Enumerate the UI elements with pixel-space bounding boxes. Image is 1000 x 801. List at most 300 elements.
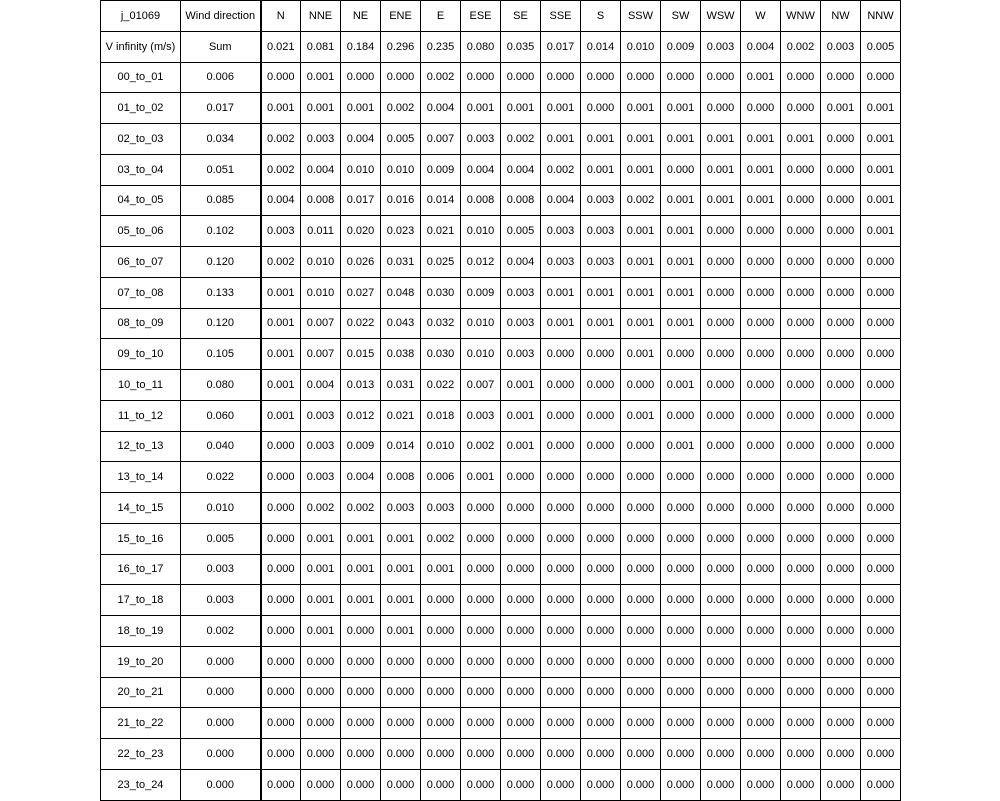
frequency-cell: 0.000 [541, 769, 581, 800]
frequency-cell: 0.000 [541, 493, 581, 524]
frequency-cell: 0.000 [541, 739, 581, 770]
frequency-cell: 0.000 [781, 677, 821, 708]
frequency-cell: 0.000 [541, 523, 581, 554]
frequency-cell: 0.000 [381, 62, 421, 93]
frequency-cell: 0.000 [821, 431, 861, 462]
speed-bin-label: 04_to_05 [101, 185, 181, 216]
frequency-cell: 0.018 [421, 400, 461, 431]
frequency-cell: 0.003 [541, 216, 581, 247]
speed-bin-label: 13_to_14 [101, 462, 181, 493]
frequency-cell: 0.000 [581, 431, 621, 462]
frequency-cell: 0.000 [741, 554, 781, 585]
frequency-cell: 0.001 [581, 277, 621, 308]
frequency-cell: 0.000 [861, 277, 901, 308]
frequency-cell: 0.008 [501, 185, 541, 216]
frequency-cell: 0.000 [581, 493, 621, 524]
frequency-cell: 0.001 [821, 93, 861, 124]
frequency-cell: 0.001 [741, 154, 781, 185]
frequency-cell: 0.000 [261, 739, 301, 770]
frequency-cell: 0.000 [461, 677, 501, 708]
frequency-cell: 0.016 [381, 185, 421, 216]
frequency-cell: 0.000 [621, 646, 661, 677]
frequency-cell: 0.003 [301, 462, 341, 493]
frequency-cell: 0.000 [261, 62, 301, 93]
frequency-cell: 0.000 [501, 462, 541, 493]
frequency-cell: 0.001 [381, 616, 421, 647]
frequency-cell: 0.007 [301, 339, 341, 370]
frequency-cell: 0.009 [461, 277, 501, 308]
frequency-cell: 0.001 [381, 554, 421, 585]
frequency-cell: 0.048 [381, 277, 421, 308]
frequency-cell: 0.000 [741, 247, 781, 278]
frequency-cell: 0.000 [821, 247, 861, 278]
frequency-cell: 0.003 [541, 247, 581, 278]
table-row [101, 431, 901, 462]
frequency-cell: 0.001 [341, 93, 381, 124]
frequency-cell: 0.000 [541, 616, 581, 647]
frequency-cell: 0.000 [741, 739, 781, 770]
frequency-cell: 0.000 [501, 708, 541, 739]
frequency-cell: 0.000 [501, 554, 541, 585]
direction-header-n: N [261, 1, 301, 32]
frequency-cell: 0.000 [701, 646, 741, 677]
frequency-cell: 0.001 [341, 585, 381, 616]
frequency-cell: 0.000 [381, 646, 421, 677]
frequency-cell: 0.000 [781, 554, 821, 585]
frequency-cell: 0.000 [661, 677, 701, 708]
table-row [101, 677, 901, 708]
row-sum-cell: 0.080 [181, 370, 261, 401]
frequency-cell: 0.001 [581, 308, 621, 339]
frequency-cell: 0.000 [461, 523, 501, 554]
frequency-cell: 0.000 [821, 493, 861, 524]
frequency-cell: 0.001 [861, 185, 901, 216]
frequency-cell: 0.000 [581, 677, 621, 708]
frequency-cell: 0.001 [461, 462, 501, 493]
frequency-cell: 0.000 [821, 400, 861, 431]
frequency-cell: 0.000 [581, 769, 621, 800]
frequency-cell: 0.001 [861, 93, 901, 124]
direction-sum-cell: 0.014 [581, 31, 621, 62]
frequency-cell: 0.003 [501, 339, 541, 370]
frequency-cell: 0.001 [381, 585, 421, 616]
table-row [101, 185, 901, 216]
frequency-cell: 0.000 [421, 585, 461, 616]
direction-sum-cell: 0.080 [461, 31, 501, 62]
frequency-cell: 0.000 [581, 462, 621, 493]
frequency-cell: 0.000 [741, 646, 781, 677]
sum-row [101, 31, 901, 62]
table-id-cell: j_01069 [101, 1, 181, 32]
frequency-cell: 0.000 [501, 523, 541, 554]
frequency-cell: 0.000 [661, 554, 701, 585]
frequency-cell: 0.000 [781, 523, 821, 554]
frequency-cell: 0.000 [261, 708, 301, 739]
frequency-cell: 0.000 [421, 769, 461, 800]
frequency-cell: 0.000 [621, 739, 661, 770]
frequency-cell: 0.000 [581, 708, 621, 739]
frequency-cell: 0.003 [461, 400, 501, 431]
frequency-cell: 0.000 [741, 400, 781, 431]
frequency-cell: 0.000 [861, 62, 901, 93]
frequency-cell: 0.000 [621, 370, 661, 401]
direction-header-wsw: WSW [701, 1, 741, 32]
frequency-cell: 0.005 [501, 216, 541, 247]
frequency-cell: 0.000 [821, 277, 861, 308]
frequency-cell: 0.000 [701, 370, 741, 401]
frequency-cell: 0.014 [381, 431, 421, 462]
frequency-cell: 0.001 [621, 216, 661, 247]
frequency-cell: 0.000 [821, 62, 861, 93]
direction-header-ne: NE [341, 1, 381, 32]
frequency-cell: 0.000 [501, 493, 541, 524]
frequency-cell: 0.001 [541, 93, 581, 124]
direction-sum-cell: 0.081 [301, 31, 341, 62]
table-row [101, 216, 901, 247]
frequency-cell: 0.003 [381, 493, 421, 524]
frequency-cell: 0.000 [701, 93, 741, 124]
speed-bin-label: 12_to_13 [101, 431, 181, 462]
frequency-cell: 0.001 [261, 93, 301, 124]
frequency-cell: 0.000 [781, 739, 821, 770]
frequency-cell: 0.022 [341, 308, 381, 339]
frequency-cell: 0.000 [541, 646, 581, 677]
frequency-cell: 0.008 [301, 185, 341, 216]
frequency-cell: 0.031 [381, 370, 421, 401]
frequency-cell: 0.000 [461, 585, 501, 616]
direction-header-se: SE [501, 1, 541, 32]
frequency-cell: 0.000 [261, 677, 301, 708]
frequency-cell: 0.001 [341, 523, 381, 554]
frequency-cell: 0.001 [661, 370, 701, 401]
frequency-cell: 0.001 [661, 308, 701, 339]
frequency-cell: 0.000 [741, 708, 781, 739]
row-sum-cell: 0.022 [181, 462, 261, 493]
frequency-cell: 0.000 [861, 677, 901, 708]
frequency-cell: 0.000 [661, 769, 701, 800]
speed-bin-label: 14_to_15 [101, 493, 181, 524]
direction-header-ese: ESE [461, 1, 501, 32]
frequency-cell: 0.001 [661, 431, 701, 462]
row-sum-cell: 0.102 [181, 216, 261, 247]
frequency-cell: 0.000 [501, 769, 541, 800]
frequency-cell: 0.021 [381, 400, 421, 431]
frequency-cell: 0.000 [661, 62, 701, 93]
frequency-cell: 0.000 [861, 431, 901, 462]
frequency-cell: 0.000 [701, 400, 741, 431]
frequency-cell: 0.000 [701, 616, 741, 647]
frequency-cell: 0.000 [501, 677, 541, 708]
frequency-cell: 0.000 [861, 308, 901, 339]
frequency-cell: 0.000 [701, 247, 741, 278]
frequency-cell: 0.001 [701, 124, 741, 155]
frequency-cell: 0.001 [781, 124, 821, 155]
row-sum-cell: 0.006 [181, 62, 261, 93]
frequency-cell: 0.023 [381, 216, 421, 247]
frequency-cell: 0.000 [701, 554, 741, 585]
frequency-cell: 0.000 [821, 616, 861, 647]
direction-sum-cell: 0.009 [661, 31, 701, 62]
frequency-cell: 0.000 [341, 62, 381, 93]
frequency-cell: 0.017 [341, 185, 381, 216]
table-row [101, 339, 901, 370]
frequency-cell: 0.003 [301, 400, 341, 431]
frequency-cell: 0.002 [621, 185, 661, 216]
speed-bin-label: 11_to_12 [101, 400, 181, 431]
speed-bin-label: 23_to_24 [101, 769, 181, 800]
row-sum-cell: 0.085 [181, 185, 261, 216]
frequency-cell: 0.000 [621, 523, 661, 554]
row-sum-cell: 0.105 [181, 339, 261, 370]
frequency-cell: 0.000 [541, 370, 581, 401]
frequency-cell: 0.001 [501, 431, 541, 462]
frequency-cell: 0.000 [701, 431, 741, 462]
frequency-cell: 0.000 [781, 62, 821, 93]
frequency-cell: 0.000 [461, 493, 501, 524]
table-row [101, 124, 901, 155]
frequency-cell: 0.000 [861, 769, 901, 800]
table-row [101, 247, 901, 278]
frequency-cell: 0.003 [421, 493, 461, 524]
frequency-cell: 0.000 [781, 185, 821, 216]
direction-sum-cell: 0.017 [541, 31, 581, 62]
frequency-cell: 0.000 [701, 739, 741, 770]
frequency-cell: 0.001 [621, 124, 661, 155]
direction-header-ssw: SSW [621, 1, 661, 32]
table-row [101, 277, 901, 308]
frequency-cell: 0.012 [461, 247, 501, 278]
frequency-cell: 0.004 [301, 370, 341, 401]
frequency-cell: 0.000 [861, 462, 901, 493]
frequency-cell: 0.000 [741, 462, 781, 493]
direction-header-cell: Wind direction [181, 1, 261, 32]
frequency-cell: 0.000 [781, 616, 821, 647]
frequency-cell: 0.000 [701, 769, 741, 800]
frequency-cell: 0.000 [741, 523, 781, 554]
frequency-cell: 0.004 [501, 247, 541, 278]
frequency-cell: 0.010 [461, 216, 501, 247]
frequency-cell: 0.000 [461, 708, 501, 739]
frequency-cell: 0.008 [461, 185, 501, 216]
table-row [101, 62, 901, 93]
frequency-cell: 0.000 [541, 462, 581, 493]
frequency-cell: 0.000 [381, 739, 421, 770]
frequency-cell: 0.002 [381, 93, 421, 124]
frequency-cell: 0.000 [661, 339, 701, 370]
frequency-cell: 0.000 [861, 339, 901, 370]
frequency-cell: 0.001 [581, 124, 621, 155]
frequency-cell: 0.000 [701, 677, 741, 708]
direction-header-s: S [581, 1, 621, 32]
frequency-cell: 0.012 [341, 400, 381, 431]
frequency-cell: 0.000 [781, 493, 821, 524]
frequency-cell: 0.000 [781, 277, 821, 308]
frequency-cell: 0.027 [341, 277, 381, 308]
speed-bin-label: 01_to_02 [101, 93, 181, 124]
frequency-cell: 0.000 [621, 462, 661, 493]
frequency-cell: 0.000 [661, 708, 701, 739]
frequency-cell: 0.000 [581, 62, 621, 93]
frequency-cell: 0.000 [781, 370, 821, 401]
frequency-cell: 0.020 [341, 216, 381, 247]
frequency-cell: 0.002 [341, 493, 381, 524]
frequency-cell: 0.000 [781, 462, 821, 493]
frequency-cell: 0.000 [421, 646, 461, 677]
frequency-cell: 0.038 [381, 339, 421, 370]
table-row [101, 370, 901, 401]
frequency-cell: 0.000 [741, 431, 781, 462]
table-row [101, 154, 901, 185]
frequency-cell: 0.001 [621, 277, 661, 308]
frequency-cell: 0.000 [501, 616, 541, 647]
frequency-cell: 0.000 [621, 616, 661, 647]
direction-sum-cell: 0.002 [781, 31, 821, 62]
frequency-cell: 0.000 [621, 677, 661, 708]
frequency-cell: 0.001 [261, 339, 301, 370]
frequency-cell: 0.000 [821, 462, 861, 493]
frequency-cell: 0.000 [341, 708, 381, 739]
frequency-cell: 0.001 [301, 585, 341, 616]
row-sum-cell: 0.060 [181, 400, 261, 431]
direction-sum-cell: 0.235 [421, 31, 461, 62]
frequency-cell: 0.001 [661, 93, 701, 124]
frequency-cell: 0.000 [861, 739, 901, 770]
frequency-cell: 0.000 [661, 739, 701, 770]
frequency-cell: 0.000 [581, 616, 621, 647]
frequency-cell: 0.001 [861, 154, 901, 185]
frequency-cell: 0.000 [421, 616, 461, 647]
frequency-cell: 0.000 [781, 216, 821, 247]
frequency-cell: 0.000 [781, 339, 821, 370]
frequency-cell: 0.000 [341, 769, 381, 800]
row-sum-cell: 0.000 [181, 769, 261, 800]
frequency-cell: 0.000 [741, 216, 781, 247]
frequency-cell: 0.000 [461, 62, 501, 93]
frequency-cell: 0.001 [861, 124, 901, 155]
frequency-cell: 0.000 [381, 708, 421, 739]
frequency-cell: 0.002 [421, 62, 461, 93]
frequency-cell: 0.000 [581, 739, 621, 770]
frequency-cell: 0.000 [701, 462, 741, 493]
direction-header-sw: SW [661, 1, 701, 32]
speed-bin-label: 20_to_21 [101, 677, 181, 708]
frequency-cell: 0.001 [301, 523, 341, 554]
direction-header-wnw: WNW [781, 1, 821, 32]
frequency-cell: 0.001 [501, 370, 541, 401]
table-row [101, 462, 901, 493]
table-row [101, 616, 901, 647]
frequency-cell: 0.007 [301, 308, 341, 339]
frequency-cell: 0.007 [461, 370, 501, 401]
velocity-header-cell: V infinity (m/s) [101, 31, 181, 62]
frequency-cell: 0.000 [861, 493, 901, 524]
speed-bin-label: 00_to_01 [101, 62, 181, 93]
frequency-cell: 0.001 [541, 124, 581, 155]
frequency-cell: 0.003 [581, 247, 621, 278]
speed-bin-label: 21_to_22 [101, 708, 181, 739]
frequency-cell: 0.000 [661, 585, 701, 616]
frequency-cell: 0.001 [661, 247, 701, 278]
frequency-cell: 0.000 [701, 523, 741, 554]
row-sum-cell: 0.034 [181, 124, 261, 155]
frequency-cell: 0.000 [861, 400, 901, 431]
frequency-cell: 0.000 [701, 216, 741, 247]
frequency-cell: 0.000 [781, 154, 821, 185]
frequency-cell: 0.000 [781, 646, 821, 677]
row-sum-cell: 0.000 [181, 677, 261, 708]
frequency-cell: 0.000 [501, 646, 541, 677]
frequency-cell: 0.000 [341, 677, 381, 708]
frequency-cell: 0.000 [861, 554, 901, 585]
frequency-cell: 0.000 [381, 677, 421, 708]
frequency-cell: 0.000 [741, 308, 781, 339]
row-sum-cell: 0.040 [181, 431, 261, 462]
frequency-cell: 0.000 [821, 739, 861, 770]
row-sum-cell: 0.000 [181, 739, 261, 770]
frequency-cell: 0.001 [261, 370, 301, 401]
frequency-cell: 0.000 [821, 370, 861, 401]
direction-header-nne: NNE [301, 1, 341, 32]
speed-bin-label: 17_to_18 [101, 585, 181, 616]
frequency-cell: 0.015 [341, 339, 381, 370]
direction-header-w: W [741, 1, 781, 32]
frequency-cell: 0.030 [421, 277, 461, 308]
row-sum-cell: 0.000 [181, 646, 261, 677]
table-row [101, 739, 901, 770]
frequency-cell: 0.000 [821, 154, 861, 185]
frequency-cell: 0.000 [821, 585, 861, 616]
frequency-cell: 0.000 [661, 616, 701, 647]
sum-header-cell: Sum [181, 31, 261, 62]
table-body [101, 1, 901, 801]
frequency-cell: 0.001 [861, 216, 901, 247]
frequency-cell: 0.000 [421, 708, 461, 739]
frequency-cell: 0.001 [621, 93, 661, 124]
frequency-cell: 0.001 [301, 616, 341, 647]
frequency-cell: 0.002 [261, 247, 301, 278]
frequency-cell: 0.004 [261, 185, 301, 216]
frequency-cell: 0.000 [701, 585, 741, 616]
frequency-cell: 0.043 [381, 308, 421, 339]
frequency-cell: 0.001 [741, 124, 781, 155]
frequency-cell: 0.000 [781, 400, 821, 431]
frequency-cell: 0.001 [701, 154, 741, 185]
frequency-cell: 0.000 [861, 646, 901, 677]
frequency-cell: 0.000 [661, 462, 701, 493]
frequency-cell: 0.000 [741, 616, 781, 647]
table-row [101, 708, 901, 739]
frequency-cell: 0.000 [821, 677, 861, 708]
direction-sum-cell: 0.005 [861, 31, 901, 62]
frequency-cell: 0.000 [581, 646, 621, 677]
frequency-cell: 0.000 [581, 370, 621, 401]
frequency-cell: 0.000 [821, 646, 861, 677]
frequency-cell: 0.000 [781, 769, 821, 800]
frequency-cell: 0.000 [661, 646, 701, 677]
frequency-cell: 0.000 [661, 400, 701, 431]
frequency-cell: 0.004 [341, 462, 381, 493]
frequency-cell: 0.004 [541, 185, 581, 216]
frequency-cell: 0.003 [501, 277, 541, 308]
frequency-cell: 0.000 [541, 708, 581, 739]
frequency-cell: 0.000 [261, 493, 301, 524]
frequency-cell: 0.002 [461, 431, 501, 462]
frequency-cell: 0.000 [621, 554, 661, 585]
frequency-cell: 0.000 [821, 769, 861, 800]
frequency-cell: 0.000 [701, 493, 741, 524]
frequency-cell: 0.001 [381, 523, 421, 554]
frequency-cell: 0.010 [301, 277, 341, 308]
